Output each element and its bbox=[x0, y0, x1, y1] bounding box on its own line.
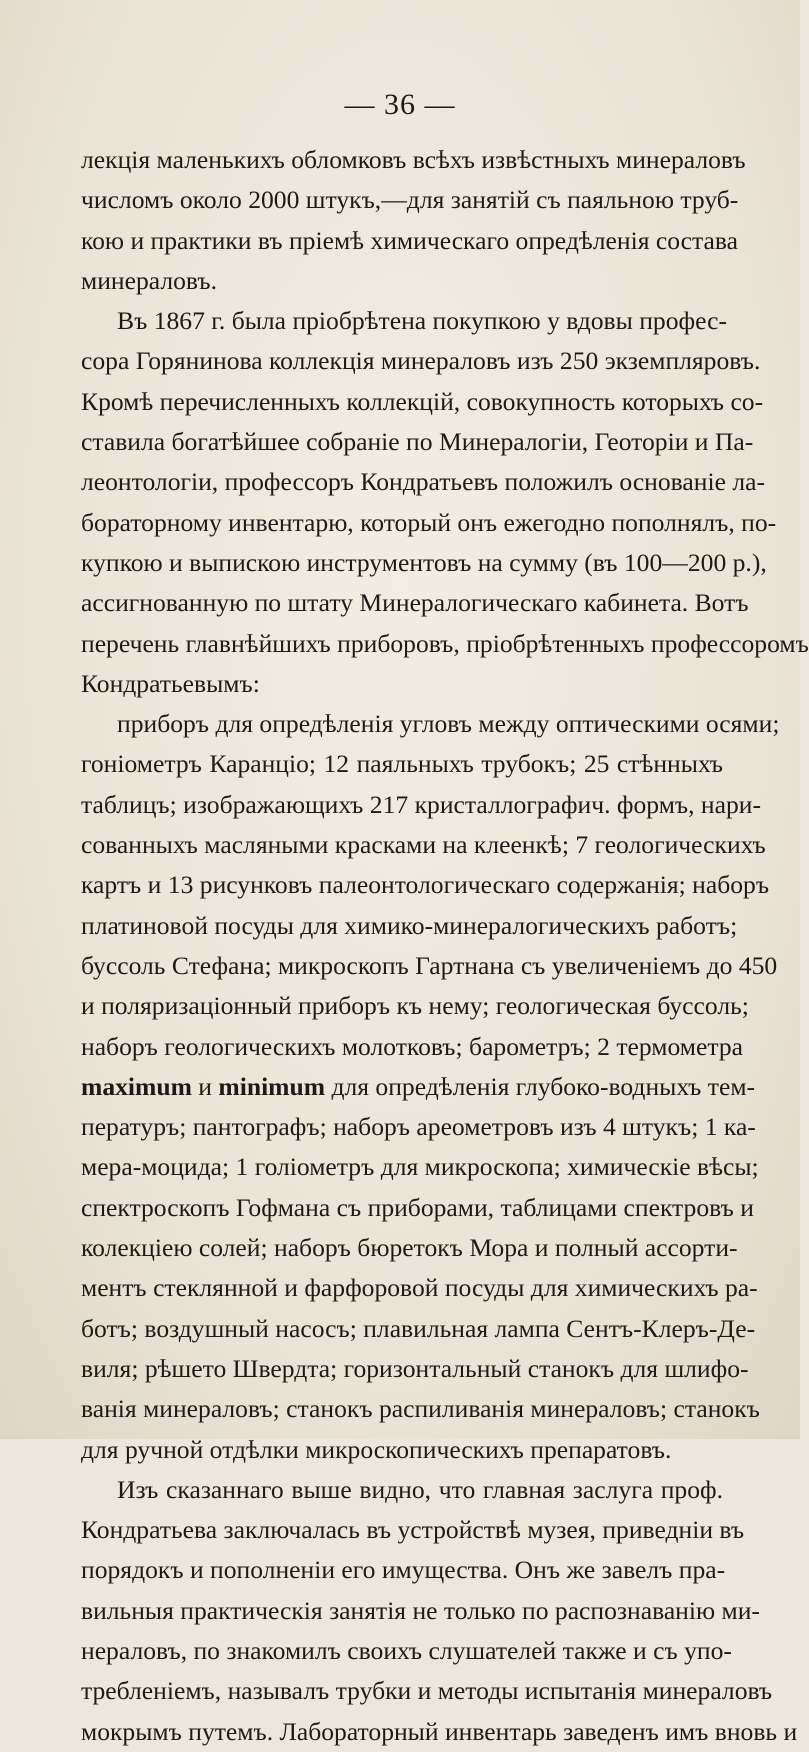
text-line: минераловъ. bbox=[81, 265, 217, 295]
text-line: колекціею солей; наборъ бюретокъ Мора и полный ассорти- bbox=[81, 1233, 738, 1263]
text-line: сора Горянинова коллекція минераловъ изъ 250 экземпляровъ. bbox=[81, 346, 761, 376]
text-line: таблицъ; изображающихъ 217 кристаллографич. формъ, нари- bbox=[81, 789, 761, 819]
text-line: для ручной отдѣлки микроскопическихъ препаратовъ. bbox=[81, 1434, 672, 1464]
text-line: порядокъ и пополненіи его имущества. Онъ же завелъ пра- bbox=[81, 1555, 726, 1585]
text-line: ментъ стеклянной и фарфоровой посуды для химическихъ ра- bbox=[81, 1273, 758, 1303]
text-line: перечень главнѣйшихъ приборовъ, пріобрѣтенныхъ профессоромъ bbox=[81, 628, 809, 658]
body-text bbox=[81, 140, 809, 1752]
text-line: картъ и 13 рисунковъ палеонтологическаго содержанія; наборъ bbox=[81, 870, 770, 900]
text-line: приборъ для опредѣленія угловъ между оптическими осями; bbox=[117, 709, 780, 739]
text-line: спектроскопъ Гофмана съ приборами, таблицами спектровъ и bbox=[81, 1192, 754, 1222]
text-line: и поляризаціонный приборъ къ нему; геологическая буссоль; bbox=[81, 991, 749, 1021]
text-line: Кондратьева заключалась въ устройствѣ музея, приведніи въ bbox=[81, 1515, 745, 1545]
text-line: бораторному инвентарю, который онъ ежегодно пополнялъ, по- bbox=[81, 507, 777, 537]
text-line: ассигнованную по штату Минералогическаго кабинета. Вотъ bbox=[81, 588, 749, 618]
text-line: Кондратьевымъ: bbox=[81, 668, 260, 698]
text-line: мокрымъ путемъ. Лабораторный инвентарь заведенъ имъ вновь и bbox=[81, 1716, 798, 1746]
page-number: — 36 — bbox=[344, 88, 456, 121]
text-line: нераловъ, по знакомилъ своихъ слушателей также и съ упо- bbox=[81, 1635, 732, 1665]
text-line: пературъ; пантографъ; наборъ ареометровъ изъ 4 штукъ; 1 ка- bbox=[81, 1112, 756, 1142]
text-line: числомъ около 2000 штукъ,—для занятій съ паяльною труб- bbox=[81, 185, 739, 215]
text-line: леонтологіи, профессоръ Кондратьевъ положилъ основаніе ла- bbox=[81, 467, 766, 497]
text-line: платиновой посуды для химико-минералогическихъ работъ; bbox=[81, 910, 738, 940]
text-line: maximum и minimum для опредѣленія глубоко-водныхъ тем- bbox=[81, 1071, 756, 1101]
text-line: купкою и выпискою инструментовъ на сумму (въ 100—200 р.), bbox=[81, 547, 767, 577]
text-line: гоніометръ Каранціо; 12 паяльныхъ трубокъ; 25 стѣнныхъ bbox=[81, 749, 723, 779]
text-line: Изъ сказаннаго выше видно, что главная заслуга проф. bbox=[117, 1474, 723, 1504]
text-line: кою и практики въ пріемѣ химическаго опредѣленія состава bbox=[81, 225, 738, 255]
text-line: вильныя практическія занятія не только по распознаванію ми- bbox=[81, 1595, 760, 1625]
text-line: Въ 1867 г. была пріобрѣтена покупкою у вдовы профес- bbox=[117, 306, 727, 336]
text-line: ванія минераловъ; станокъ распиливанія минераловъ; станокъ bbox=[81, 1394, 760, 1424]
text-line: сованныхъ масляными красками на клеенкѣ; 7 геологическихъ bbox=[81, 830, 766, 860]
text-line: буссоль Стефана; микроскопъ Гартнана съ увеличеніемъ до 450 bbox=[81, 950, 778, 980]
text-line: ставила богатѣйшее собраніе по Минералогіи, Геоторіи и Па- bbox=[81, 427, 754, 457]
text-line: лекція маленькихъ обломковъ всѣхъ извѣстныхъ минераловъ bbox=[81, 145, 746, 174]
text-line: Кромѣ перечисленныхъ коллекцій, совокупность которыхъ со- bbox=[81, 386, 764, 416]
text-line: виля; рѣшето Швердта; горизонтальный станокъ для шлифо- bbox=[81, 1353, 749, 1383]
text-line: мера-моцида; 1 голіометръ для микроскопа; химическіе вѣсы; bbox=[81, 1152, 759, 1182]
text-line: требленіемъ, называлъ трубки и методы испытанія минераловъ bbox=[81, 1676, 773, 1706]
text-line: наборъ геологическихъ молотковъ; барометръ; 2 термометра bbox=[81, 1031, 743, 1061]
text-line: ботъ; воздушный насосъ; плавильная лампа Сентъ-Клеръ-Де- bbox=[81, 1313, 756, 1343]
